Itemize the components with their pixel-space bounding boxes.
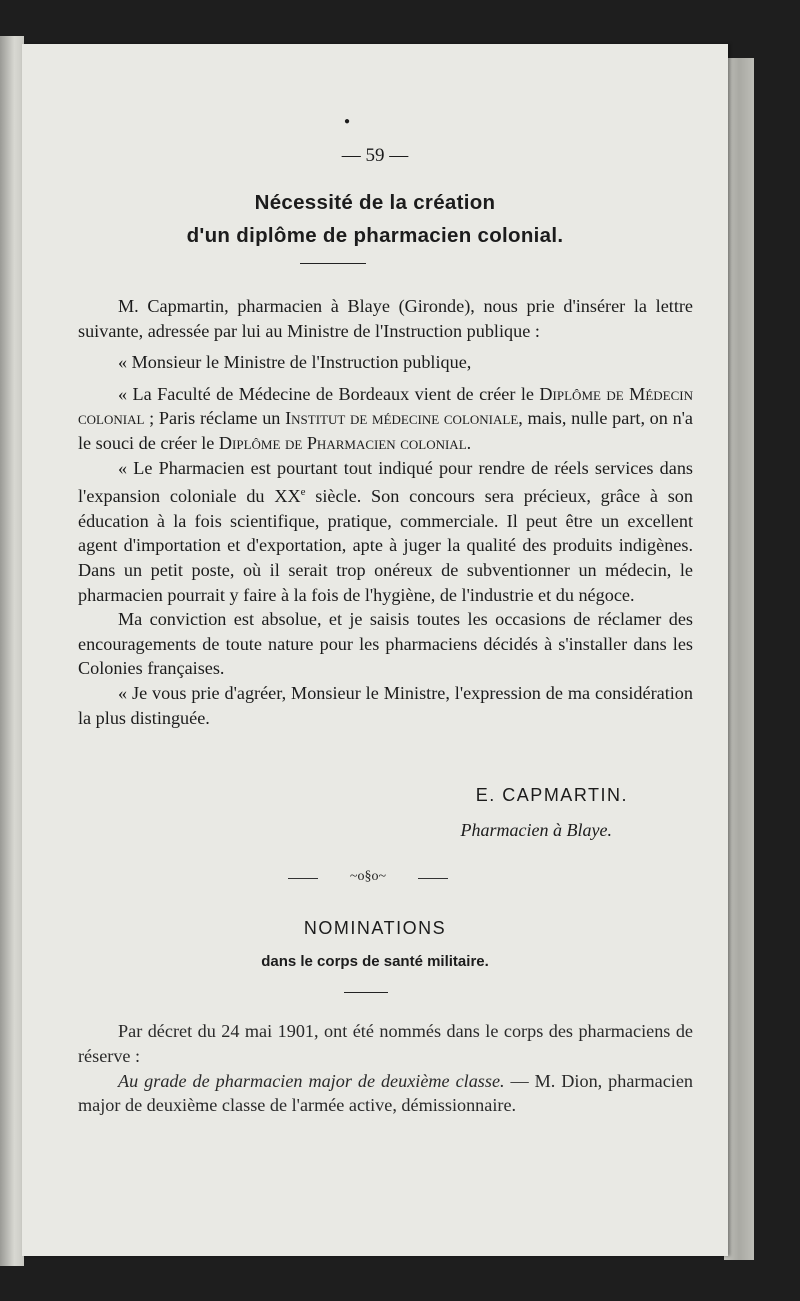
salutation: « Monsieur le Ministre de l'Instruction publique, [118, 352, 472, 373]
scan-left-edge [0, 36, 24, 1266]
speck-mark: ● [344, 116, 351, 127]
intro-paragraph: M. Capmartin, pharmacien à Blaye (Gironde), nous prie d'insérer la lettre suivante, adressée par lui au Ministre de l'Instruction publique : [78, 296, 693, 341]
letter-paragraph-3: Ma conviction est absolue, et je saisis toutes les occasions de réclamer des encouragements de toute nature pour les pharmaciens décidés à s'installer dans les Colonies françaises. [78, 609, 693, 679]
letter-paragraph-4: « Je vous prie d'agréer, Monsieur le Ministre, l'expression de ma considération la plus distinguée. [78, 682, 693, 728]
page-number: — 59 — [341, 145, 409, 166]
nominations-subheading: dans le corps de santé militaire. [261, 953, 489, 970]
underlying-page-edge [724, 58, 754, 1260]
title-rule [300, 263, 366, 264]
nominations-body [78, 1019, 693, 1118]
letter-paragraph-1: « La Faculté de Médecine de Bordeaux vient de créer le Diplôme de Médecin colonial ; Paris réclame un Institut de médecine coloniale, mais, nulle part, on n'a le souci de créer le Diplôme de Pharmacien colonial. [78, 383, 694, 453]
signature: E. CAPMARTIN. [475, 785, 628, 805]
section-ornament: ~o§o~ [288, 869, 448, 885]
title-line-2: d'un diplôme de pharmacien colonial. [186, 224, 564, 247]
article-title [22, 186, 728, 252]
signature-title: Pharmacien à Blaye. [460, 820, 612, 840]
title-line-1: Nécessité de la création [254, 191, 496, 214]
letter-paragraph-2: « Le Pharmacien est pourtant tout indiqué pour rendre de réels services dans l'expansion coloniale du XXe siècle. Son concours sera précieux, grâce à son éducation à la fois scientifique, pratique, commerciale. Il peut être un excellent agent d'importation et d'exportation, apte à juger la qualité des produits indigènes. Dans un petit poste, où il serait trop onéreux de subventionner un médecin, le pharmacien pourrait y faire à la fois de l'hygiène, de l'industrie et du négoce. [78, 457, 693, 605]
grade-paragraph: Au grade de pharmacien major de deuxième classe. — M. Dion, pharmacien major de deuxième classe de l'armée active, démissionnaire. [78, 1070, 693, 1116]
document-page [22, 44, 728, 1256]
decree-paragraph: Par décret du 24 mai 1901, ont été nommés dans le corps des pharmaciens de réserve : [78, 1021, 693, 1066]
nominations-heading: NOMINATIONS [303, 918, 447, 938]
nominations-rule [344, 992, 388, 993]
letter-body [78, 294, 693, 730]
